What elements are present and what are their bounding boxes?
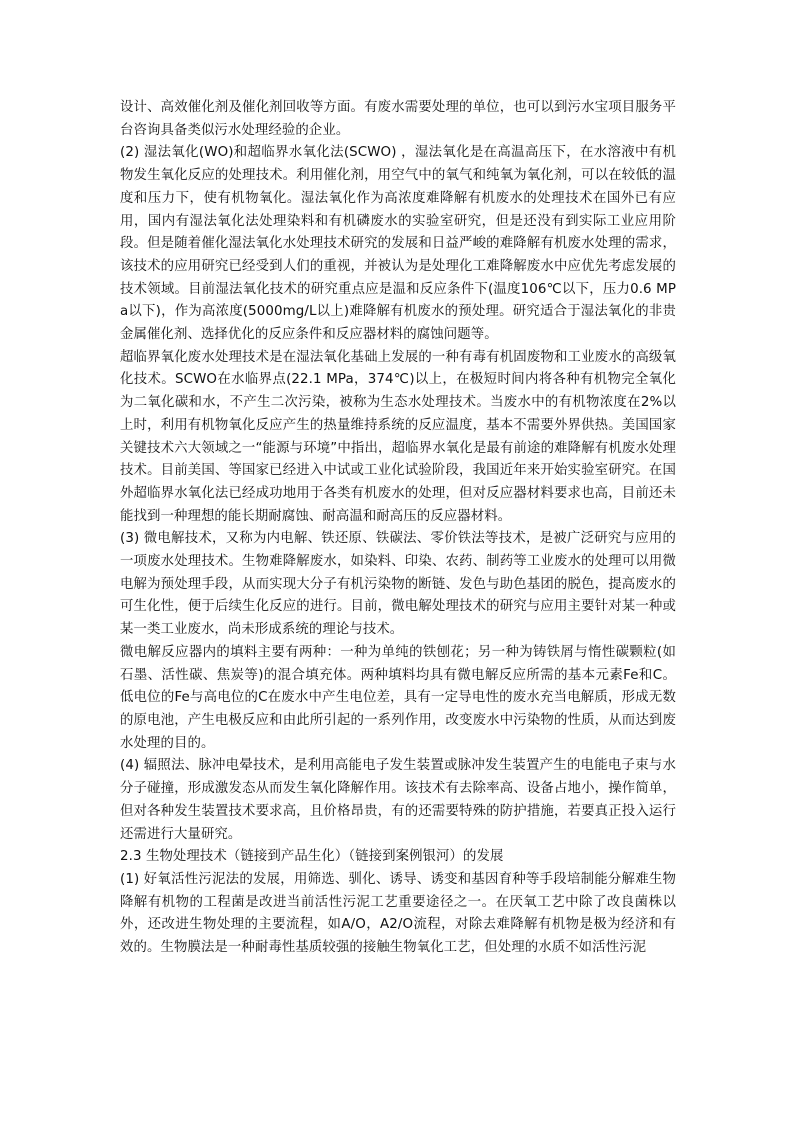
paragraph-irradiation-pulse-corona: (4) 辐照法、脉冲电晕技术，是利用高能电子发生装置或脉冲发生装置产生的电能电子束与水分子碰撞，形成激发态从而发生氧化降解作用。该技术有去除率高、设备占地小，操作简单，但对各种发生装置技术要求高，且价格昂贵，有的还需要特殊的防护措施，若要真正投入运行还需进行大量研究。 (120, 758, 676, 842)
paragraph-micro-electrolysis: (3) 微电解技术，又称为内电解、铁还原、铁碳法、零价铁法等技术，是被广泛研究与应用的一项废水处理技术。生物难降解废水，如染料、印染、农药、制药等工业废水的处理可以用微电解为预处理手段，从而实现大分子有机污染物的断链、发色与助色基团的脱色，提高废水的可生化性，便于后续生化反应的进行。目前，微电解处理技术的研究与应用主要针对某一种或某一类工业废水，尚未形成系统的理论与技术。 (120, 531, 676, 638)
paragraph-aerobic-activated-sludge: (1) 好氧活性污泥法的发展，用筛选、驯化、诱导、诱变和基因育种等手段培制能分解难生物降解有机物的工程菌是改进当前活性污泥工艺重要途径之一。在厌氧工艺中除了改良菌株以外，还改进生物处理的主要流程，如A/O，A2/O流程，对除去难降解有机物是极为经济和有效的。生物膜法是一种耐毒性基质较强的接触生物氧化工艺，但处理的水质不如活性污泥 (120, 871, 676, 956)
document-body (120, 97, 676, 960)
section-heading-biological-treatment: 2.3 生物处理技术（链接到产品生化）（链接到案例银河）的发展 (120, 849, 504, 865)
paragraph-supercritical-water-oxidation: 超临界氧化废水处理技术是在湿法氧化基础上发展的一种有毒有机固废物和工业废水的高级氧化技术。SCWO在水临界点(22.1 MPa，374℃)以上，在极短时间内将各种有机物完全氧化为二氧化碳和水，不产生二次污染，被称为生态水处理技术。当废水中的有机物浓度在2%以上时，利用有机物氧化反应产生的热量维持系统的反应温度，基本不需要外界供热。美国国家关键技术六大领域之一“能源与环境”中指出，超临界水氧化是最有前途的难降解有机废水处理技术。目前美国、等国家已经进入中试或工业化试验阶段，我国近年来开始实验室研究。在国外超临界水氧化法已经成功地用于各类有机废水的处理，但对反应器材料要求也高，目前还未能找到一种理想的能长期耐腐蚀、耐高温和耐高压的反应器材料。 (120, 349, 676, 524)
paragraph-catalyst-conclusion: 设计、高效催化剂及催化剂回收等方面。有废水需要处理的单位，也可以到污水宝项目服务平台咨询具备类似污水处理经验的企业。 (120, 100, 676, 138)
paragraph-wet-oxidation: (2) 湿法氧化(WO)和超临界水氧化法(SCWO) ，湿法氧化是在高温高压下，在水溶液中有机物发生氧化反应的处理技术。利用催化剂，用空气中的氧气和纯氧为氧化剂，可以在较低的温度和压力下，使有机物氧化。湿法氧化作为高浓度难降解有机废水的处理技术在国外已有应用，国内有湿法氧化法处理染料和有机磷废水的实验室研究，但是还没有到实际工业应用阶段。但是随着催化湿法氧化水处理技术研究的发展和日益严峻的难降解有机废水处理的需求，该技术的应用研究已经受到人们的重视，并被认为是处理化工难降解废水中应优先考虑发展的技术领域。目前湿法氧化技术的研究重点应是温和反应条件下(温度106℃以下，压力0.6 MPa以下)，作为高浓度(5000mg/L以上)难降解有机废水的预处理。研究适合于湿法氧化的非贵金属催化剂、选择优化的反应条件和反应器材料的腐蚀问题等。 (120, 145, 676, 343)
paragraph-micro-electrolysis-fillers: 微电解反应器内的填料主要有两种：一种为单纯的铁刨花；另一种为铸铁屑与惰性碳颗粒(如石墨、活性碳、焦炭等)的混合填充体。两种填料均具有微电解反应所需的基本元素Fe和C。低电位的Fe与高电位的C在废水中产生电位差，具有一定导电性的废水充当电解质，形成无数的原电池，产生电极反应和由此所引起的一系列作用，改变废水中污染物的性质，从而达到废水处理的目的。 (120, 644, 676, 751)
